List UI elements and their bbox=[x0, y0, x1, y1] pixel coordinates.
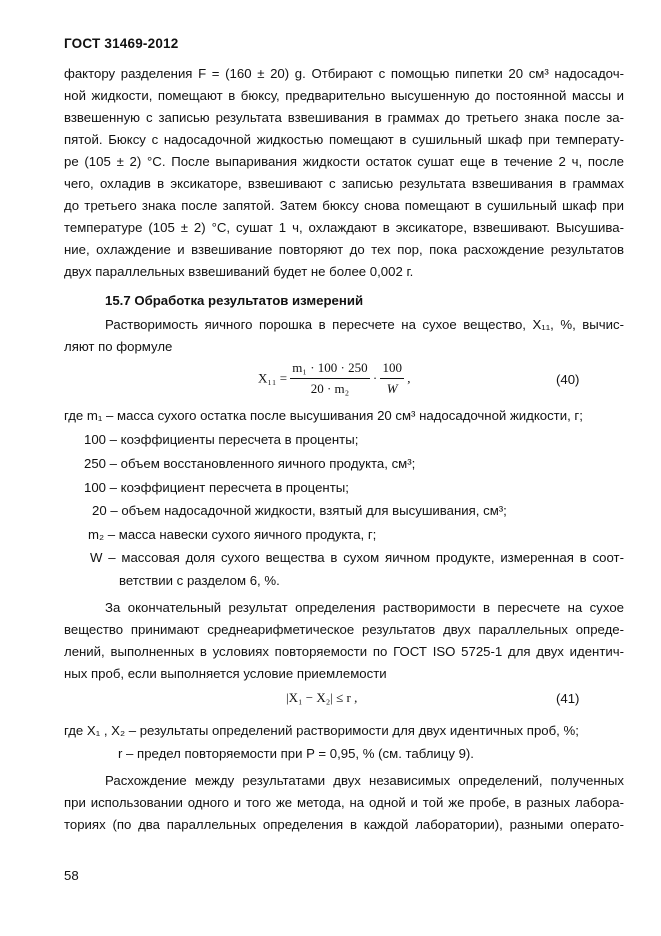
text-line: ляют по формуле bbox=[64, 339, 173, 354]
text-line: ре (105 ± 2) °С. После выпаривания жидкости остаток сушат еще в течение 2 ч, после bbox=[64, 154, 624, 169]
section-title: 15.7 Обработка результатов измерений bbox=[105, 293, 364, 308]
definition-line: r – предел повторяемости при P = 0,95, % (см. таблицу 9). bbox=[118, 746, 474, 761]
fraction-denominator: 20 · m₂ bbox=[310, 381, 350, 396]
text-line: ной жидкости, помещают в бюксу, предварительно высушенную до постоянной массы и bbox=[64, 88, 624, 103]
text-line: двух параллельных взвешиваний будет не более 0,002 г. bbox=[64, 264, 414, 279]
definition-line: 20 – объем надосадочной жидкости, взятый для высушивания, см³; bbox=[92, 503, 507, 518]
text-line: ных проб, если выполняется условие приемлемости bbox=[64, 666, 387, 681]
text-line: фактору разделения F = (160 ± 20) g. Отбирают с помощью пипетки 20 см³ надосадоч- bbox=[64, 66, 624, 81]
formula-lhs: X₁₁ = bbox=[258, 370, 288, 386]
text-line: до третьего знака после запятой. Затем бюксу снова помещают в сушильный шкаф при bbox=[64, 198, 624, 213]
formula-41: |X₁ − X₂| ≤ r , bbox=[286, 690, 358, 705]
definition-line: 100 – коэффициент пересчета в проценты; bbox=[84, 480, 349, 495]
text-line: взвешенную с записью результата взвешивания в граммах до третьего знака после за- bbox=[64, 110, 624, 125]
text-line: пятой. Бюксу с надосадочной жидкостью помещают в сушильный шкаф при температу- bbox=[64, 132, 624, 147]
text-line: чего, охладив в эксикаторе, взвешивают с записью результата взвешивания в граммах bbox=[64, 176, 624, 191]
definition-line: где X₁ , X₂ – результаты определений растворимости для двух идентичных проб, %; bbox=[64, 723, 579, 738]
definition-line: m₂ – масса навески сухого яичного продукта, г; bbox=[88, 527, 377, 542]
definition-line: 100 – коэффициенты пересчета в проценты; bbox=[84, 432, 359, 447]
fraction-numerator: 100 bbox=[380, 360, 404, 379]
text-line: ториях (по два параллельных определения в каждой лаборатории), разными операто- bbox=[64, 817, 624, 832]
text-line: Растворимость яичного порошка в пересчете на сухое вещество, X₁₁, %, вычис- bbox=[105, 317, 624, 332]
definition-line: 250 – объем восстановленного яичного продукта, см³; bbox=[84, 456, 416, 471]
definition-line: ветствии с разделом 6, %. bbox=[119, 573, 280, 588]
definition-line: где m₁ – масса сухого остатка после высушивания 20 см³ надосадочной жидкости, г; bbox=[64, 408, 583, 423]
definition-line: W – массовая доля сухого вещества в сухом яичном продукте, измеренная в соот- bbox=[90, 550, 624, 565]
text-line: температуре (105 ± 2) °С, сушат 1 ч, охлаждают в эксикаторе, взвешивают. Высушива- bbox=[64, 220, 624, 235]
text-line: За окончательный результат определения растворимости в пересчете на сухое bbox=[105, 600, 624, 615]
formula-tail: , bbox=[407, 370, 411, 386]
equation-number-41: (41) bbox=[556, 691, 580, 706]
multiply-dot: · bbox=[372, 370, 378, 386]
fraction-1 bbox=[290, 360, 369, 397]
text-line: при использовании одного и того же метода, на одной и той же пробе, в разных лабора- bbox=[64, 795, 624, 810]
document-header: ГОСТ 31469-2012 bbox=[64, 36, 179, 51]
fraction-2 bbox=[380, 360, 404, 397]
fraction-numerator: m₁ · 100 · 250 bbox=[290, 360, 369, 379]
text-line: лений, выполненных в условиях повторяемости по ГОСТ ISO 5725-1 для двух идентич- bbox=[64, 644, 624, 659]
page-number: 58 bbox=[64, 868, 79, 883]
equation-number-40: (40) bbox=[556, 372, 580, 387]
text-line: Расхождение между результатами двух независимых определений, полученных bbox=[105, 773, 624, 788]
fraction-denominator: W bbox=[386, 381, 398, 396]
text-line: вещество принимают среднеарифметическое результатов двух параллельных опреде- bbox=[64, 622, 624, 637]
text-line: ние, охлаждение и взвешивание повторяют до тех пор, пока расхождение результатов bbox=[64, 242, 624, 257]
formula-40 bbox=[258, 360, 410, 397]
